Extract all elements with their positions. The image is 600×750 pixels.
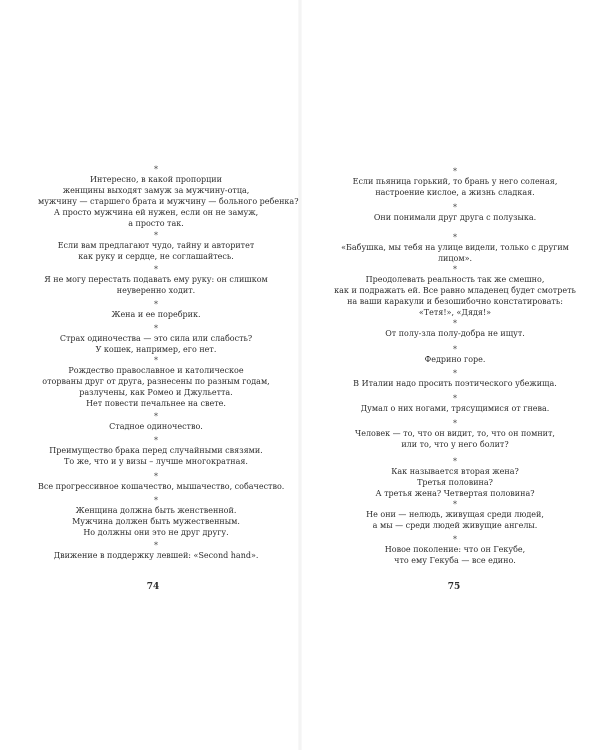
asterisk-separator: * [453,394,457,403]
text-line: Все прогрессивное кошачество, мышачество, собачество. [38,482,285,491]
text-line: Преимущество брака перед случайными связями. [49,446,263,455]
asterisk-separator: * [154,231,158,240]
asterisk-separator: * [453,319,457,328]
text-line: оторваны друг от друга, разнесены по разным годам, [42,377,270,386]
text-line: разлучены, как Ромео и Джульетта. [79,388,233,397]
aphorism [38,265,274,296]
asterisk-separator: * [154,496,158,505]
aphorism [38,436,274,467]
aphorism [38,324,274,355]
text-line: Движение в поддержку левшей: «Second hand». [53,551,259,560]
aphorism [320,394,590,414]
text-line: женщины выходят замуж за мужчину-отца, [62,186,250,195]
text-line: неуверенно ходит. [116,286,196,295]
text-line: мужчину — старшего брата и мужчину — больного ребенка? [38,197,299,206]
text-line: Если вам предлагают чудо, тайну и авторитет [57,241,255,250]
aphorism [38,496,274,538]
text-line: как и подражать ей. Все равно младенец будет смотреть [334,286,576,295]
page-number: 74 [146,582,160,592]
text-line: а мы — среди людей живущие ангелы. [372,521,538,530]
asterisk-separator: * [154,472,158,481]
text-line: Нет повести печальнее на свете. [86,399,226,408]
aphorism [38,231,274,262]
aphorism [38,541,274,561]
aphorism [320,419,590,450]
text-line: «Тетя!», «Дядя!» [418,308,492,317]
asterisk-separator: * [154,265,158,274]
text-line: Человек — то, что он видит, то, что он помнит, [355,429,555,438]
aphorism [320,345,590,365]
aphorism [320,535,590,566]
asterisk-separator: * [453,265,457,274]
text-line: Они понимали друг друга с полузыка. [373,213,537,222]
text-line: лицом». [437,254,473,263]
asterisk-separator: * [154,324,158,333]
text-line: Стадное одиночество. [109,422,203,431]
right-page [300,0,600,750]
asterisk-separator: * [154,436,158,445]
asterisk-separator: * [453,233,457,242]
aphorism [320,500,590,531]
aphorism [320,457,590,499]
asterisk-separator: * [453,167,457,176]
text-line: как руку и сердце, не соглашайтесь. [78,252,234,261]
aphorism [38,300,274,320]
text-line: А просто мужчина ей нужен, если он не замуж, [53,208,259,217]
asterisk-separator: * [154,300,158,309]
aphorism [320,265,590,318]
text-line: Женщина должна быть женственной. [75,506,237,515]
text-line: Если пьяница горький, то брань у него соленая, [352,177,558,186]
text-line: что ему Гекуба — все едино. [394,556,516,565]
text-line: Я не могу перестать подавать ему руку: он слишком [44,275,268,284]
text-line: или то, что у него болит? [401,440,509,449]
text-line: У кошек, например, его нет. [95,345,217,354]
page-number: 75 [447,582,461,592]
asterisk-separator: * [453,500,457,509]
text-line: Страх одиночества — это сила или слабость? [59,334,253,343]
text-line: настроение кислое, а жизнь сладкая. [375,188,535,197]
text-line: а просто так. [128,219,184,228]
text-line: Жена и ее поребрик. [111,310,201,319]
asterisk-separator: * [453,345,457,354]
text-line: Рождество православное и католическое [68,366,244,375]
text-line: Преодолевать реальность так же смешно, [365,275,545,284]
aphorism [320,203,590,223]
text-line: Интересно, в какой пропорции [90,175,222,184]
asterisk-separator: * [154,356,158,365]
aphorism [320,167,590,198]
aphorism [320,369,590,389]
aphorism [320,233,590,264]
text-line: Как называется вторая жена? [391,467,519,476]
asterisk-separator: * [154,412,158,421]
asterisk-separator: * [453,419,457,428]
text-line: Но должны они это не друг другу. [83,528,229,537]
text-line: То же, что и у визы – лучше многократная. [64,457,248,466]
text-line: Третья половина? [417,478,493,487]
text-line: Федрино горе. [424,355,486,364]
text-line: Думал о них ногами, трясущимися от гнева. [360,404,550,413]
aphorism [38,472,285,492]
text-line: Мужчина должен быть мужественным. [72,517,240,526]
asterisk-separator: * [453,203,457,212]
asterisk-separator: * [453,369,457,378]
aphorism [38,412,274,432]
text-line: В Италии надо просить поэтического убежища. [353,379,557,388]
text-line: «Бабушка, мы тебя на улице видели, только с другим [341,243,569,252]
aphorism [38,165,299,229]
text-line: Не они — нелюдь, живущая среди людей, [366,510,544,519]
asterisk-separator: * [453,535,457,544]
text-line: Новое поколение: что он Гекубе, [384,545,526,554]
text-line: на ваши каракули и безошибочно констатировать: [347,297,563,306]
aphorism [320,319,590,339]
text-line: От полу-зла полу-добра не ищут. [385,329,525,338]
asterisk-separator: * [154,541,158,550]
aphorism [38,356,274,409]
asterisk-separator: * [154,165,158,174]
asterisk-separator: * [453,457,457,466]
text-line: А третья жена? Четвертая половина? [375,489,535,498]
